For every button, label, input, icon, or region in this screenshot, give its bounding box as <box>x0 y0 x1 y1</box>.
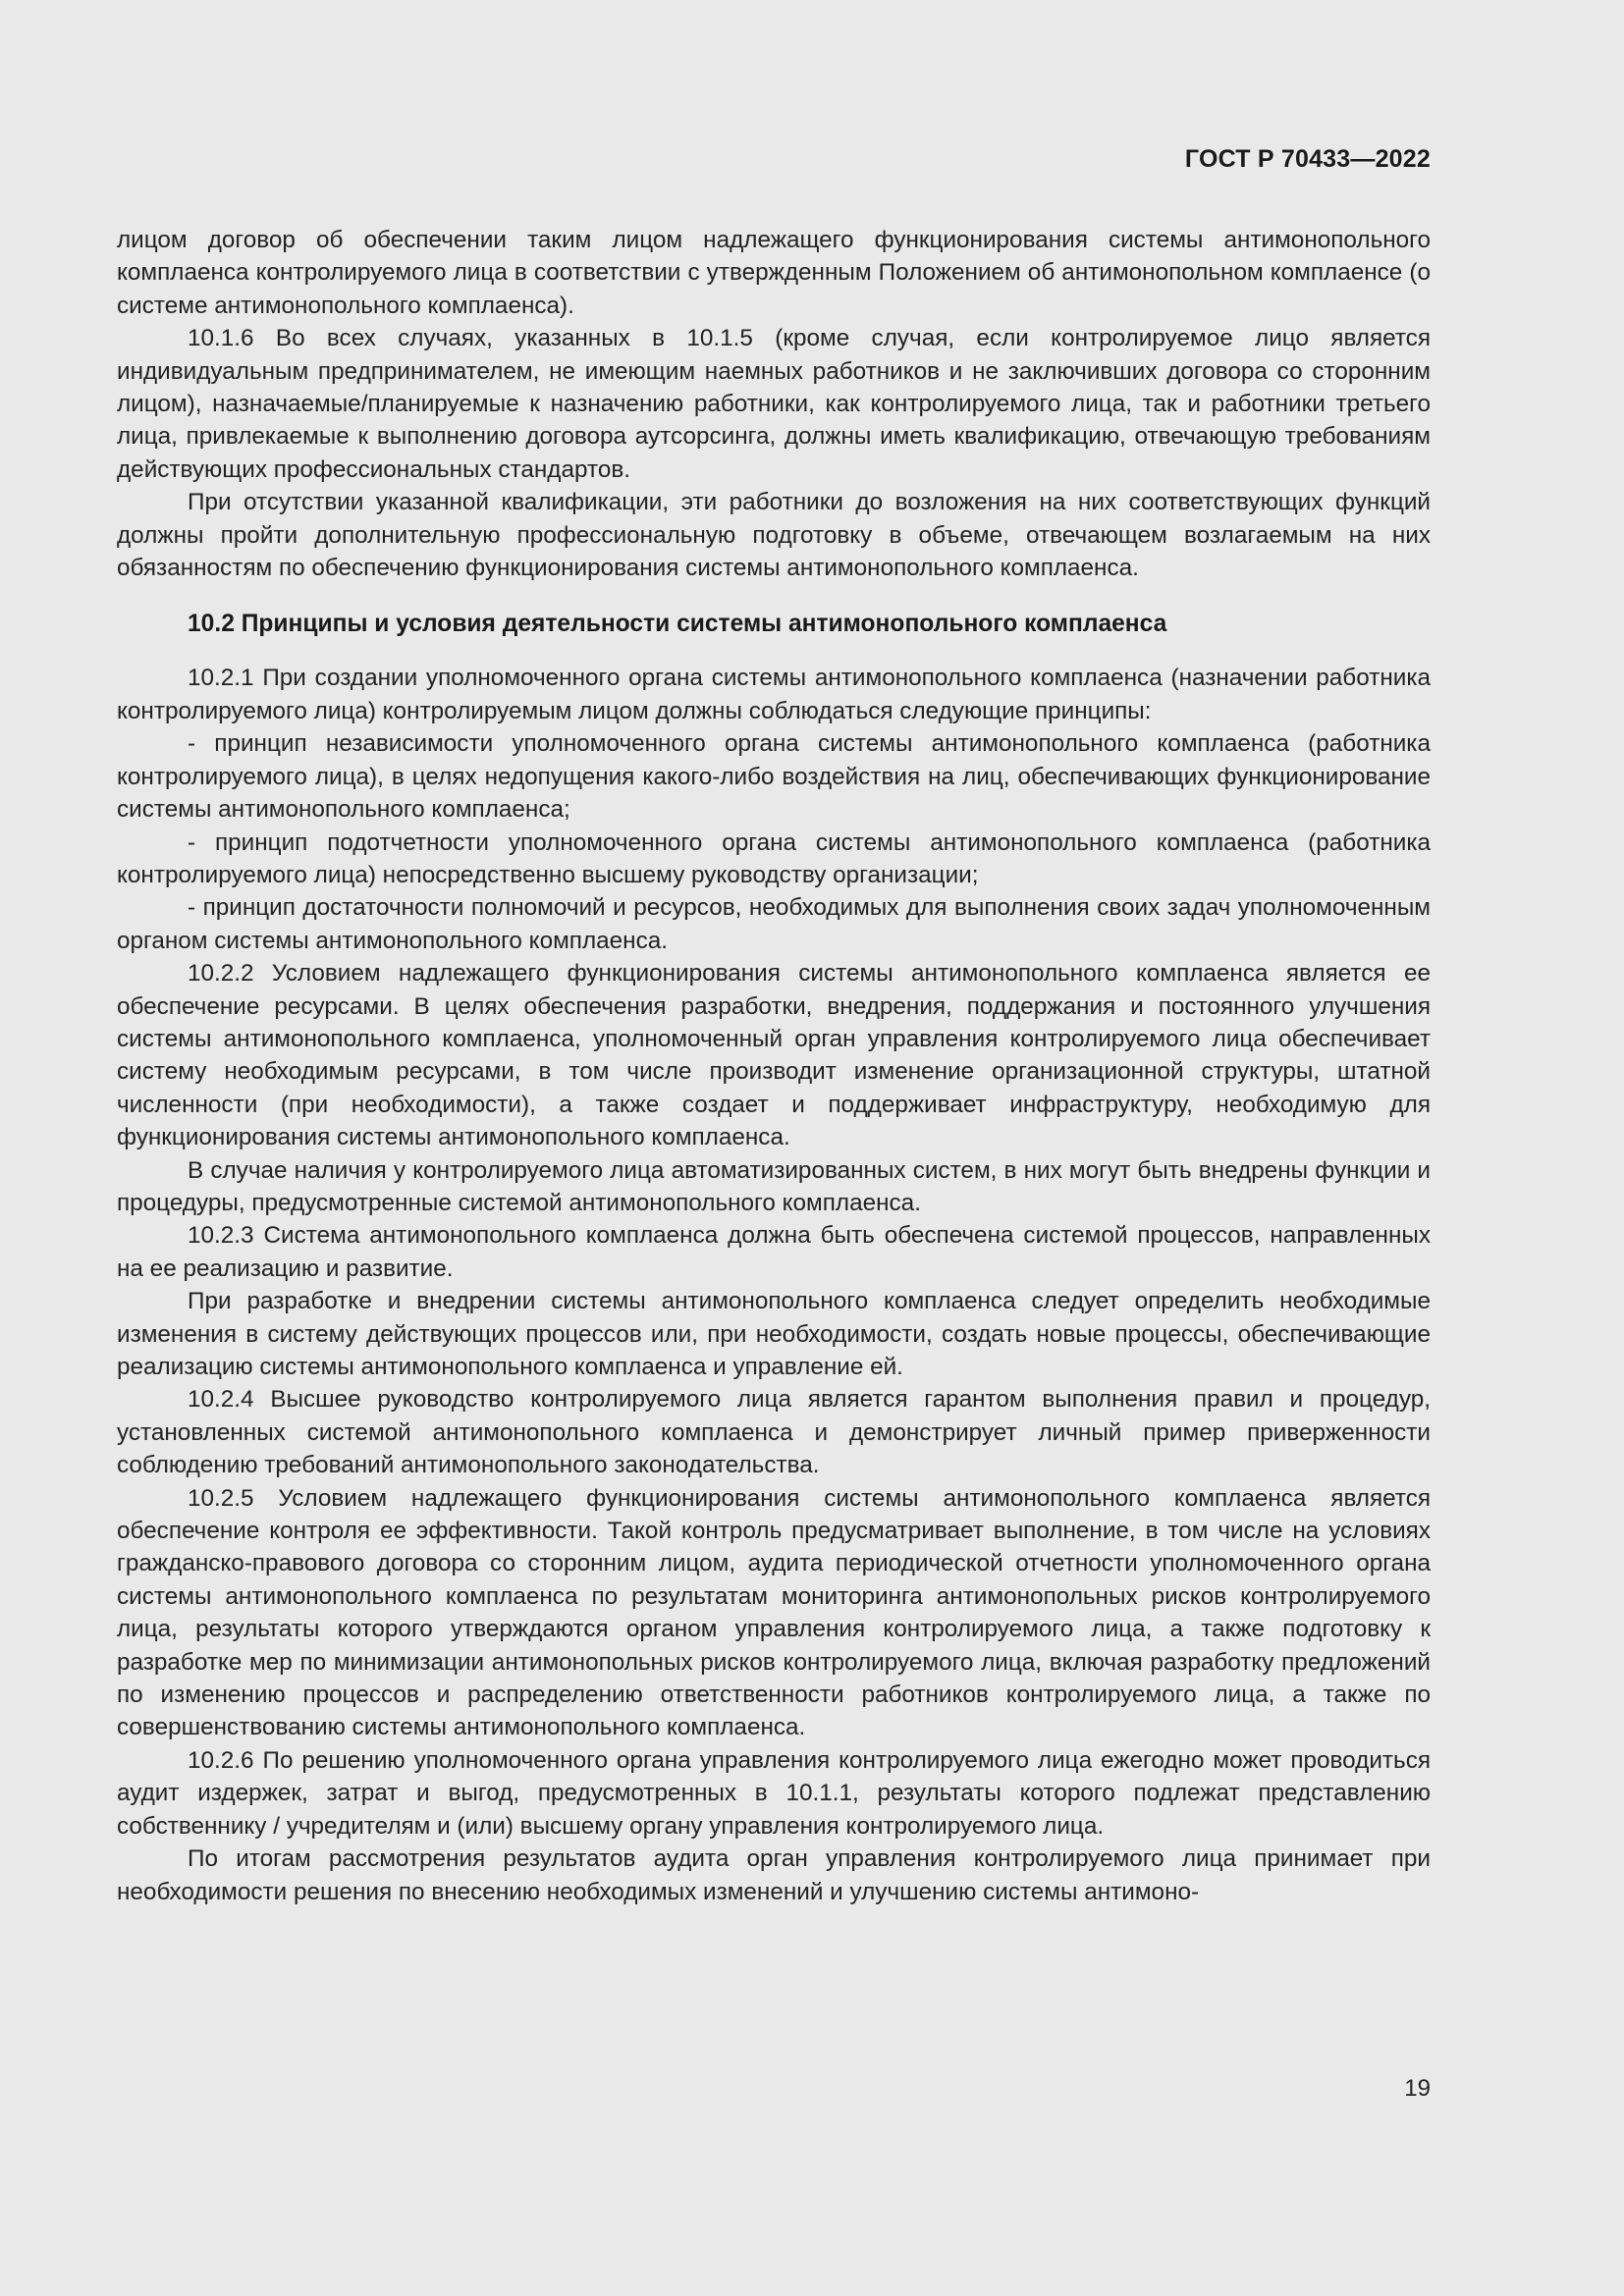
document-body <box>117 224 1431 1908</box>
document-code: ГОСТ Р 70433—2022 <box>1184 145 1431 173</box>
list-item: - принцип независимости уполномоченного органа системы антимонопольного комплаенса (работника контролируемого лица), в целях недопущения какого-либо воздействия на лиц, обеспечивающих функционирование системы антимонопольного комплаенса; <box>117 730 1431 824</box>
paragraph: При разработке и внедрении системы антимонопольного комплаенса следует определить необходимые изменения в систему действующих процессов или, при необходимости, создать новые процессы, обеспечивающие реализацию системы антимонопольного комплаенса и управление ей. <box>117 1288 1431 1380</box>
paragraph: В случае наличия у контролируемого лица автоматизированных систем, в них могут быть внедрены функции и процедуры, предусмотренные системой антимонопольного комплаенса. <box>117 1156 1431 1216</box>
paragraph: 10.2.1 При создании уполномоченного органа системы антимонопольного комплаенса (назначении работника контролируемого лица) контролируемым лицом должны соблюдаться следующие принципы: <box>117 665 1431 724</box>
paragraph: При отсутствии указанной квалификации, эти работники до возложения на них соответствующих функций должны пройти дополнительную профессиональную подготовку в объеме, отвечающем возлагаемым на них обязанностям по обеспечению функционирования системы антимонопольного комплаенса. <box>117 489 1431 582</box>
page-number: 19 <box>1404 2075 1431 2102</box>
paragraph: 10.2.3 Система антимонопольного комплаенса должна быть обеспечена системой процессов, направленных на ее реализацию и развитие. <box>117 1222 1431 1282</box>
paragraph: лицом договор об обеспечении таким лицом надлежащего функционирования системы антимонопольного комплаенса контролируемого лица в соответствии с утвержденным Положением об антимонопольном комплаенсе (о системе антимонопольного комплаенса). <box>117 227 1431 319</box>
list-item: - принцип подотчетности уполномоченного органа системы антимонопольного комплаенса (работника контролируемого лица) непосредственно высшему руководству организации; <box>117 828 1431 888</box>
paragraph: 10.2.2 Условием надлежащего функционирования системы антимонопольного комплаенса является ее обеспечение ресурсами. В целях обеспечения разработки, внедрения, поддержания и постоянного улучшения системы антимонопольного комплаенса, уполномоченный орган управления контролируемого лица обеспечивает систему необходимым ресурсами, в том числе производит изменение организационной структуры, штатной численности (при необходимости), а также создает и поддерживает инфраструктуру, необходимую для функционирования системы антимонопольного комплаенса. <box>117 960 1431 1151</box>
paragraph: По итогам рассмотрения результатов аудита орган управления контролируемого лица принимает при необходимости решения по внесению необходимых изменений и улучшению системы антимоно- <box>117 1845 1431 1905</box>
section-heading: 10.2 Принципы и условия деятельности системы антимонопольного комплаенса <box>188 611 1167 638</box>
paragraph: 10.2.6 По решению уполномоченного органа управления контролируемого лица ежегодно может проводиться аудит издержек, затрат и выгод, предусмотренных в 10.1.1, результаты которого подлежат представлению собственнику / учредителям и (или) высшему органу управления контролируемого лица. <box>117 1746 1431 1840</box>
paragraph: 10.2.5 Условием надлежащего функционирования системы антимонопольного комплаенса является обеспечение контроля ее эффективности. Такой контроль предусматривает выполнение, в том числе на условиях гражданско-правового договора со сторонним лицом, аудита периодической отчетности уполномоченного органа системы антимонопольного комплаенса по результатам мониторинга антимонопольных рисков контролируемого лица, результаты которого утверждаются органом управления контролируемого лица, а также подготовку к разработке мер по минимизации антимонопольных рисков контролируемого лица, включая разработку предложений по изменению процессов и распределению ответственности работников контролируемого лица, а также по совершенствованию системы антимонопольного комплаенса. <box>117 1484 1431 1741</box>
list-item: - принцип достаточности полномочий и ресурсов, необходимых для выполнения своих задач уполномоченным органом системы антимонопольного комплаенса. <box>117 894 1431 954</box>
paragraph: 10.1.6 Во всех случаях, указанных в 10.1.5 (кроме случая, если контролируемое лицо является индивидуальным предпринимателем, не имеющим наемных работников и не заключивших договора со сторонним лицом), назначаемые/планируемые к назначению работники, как контролируемого лица, так и работники третьего лица, привлекаемые к выполнению договора аутсорсинга, должны иметь квалификацию, отвечающую требованиям действующих профессиональных стандартов. <box>117 325 1431 483</box>
paragraph: 10.2.4 Высшее руководство контролируемого лица является гарантом выполнения правил и процедур, установленных системой антимонопольного комплаенса и демонстрирует личный пример приверженности соблюдению требований антимонопольного законодательства. <box>117 1386 1431 1479</box>
